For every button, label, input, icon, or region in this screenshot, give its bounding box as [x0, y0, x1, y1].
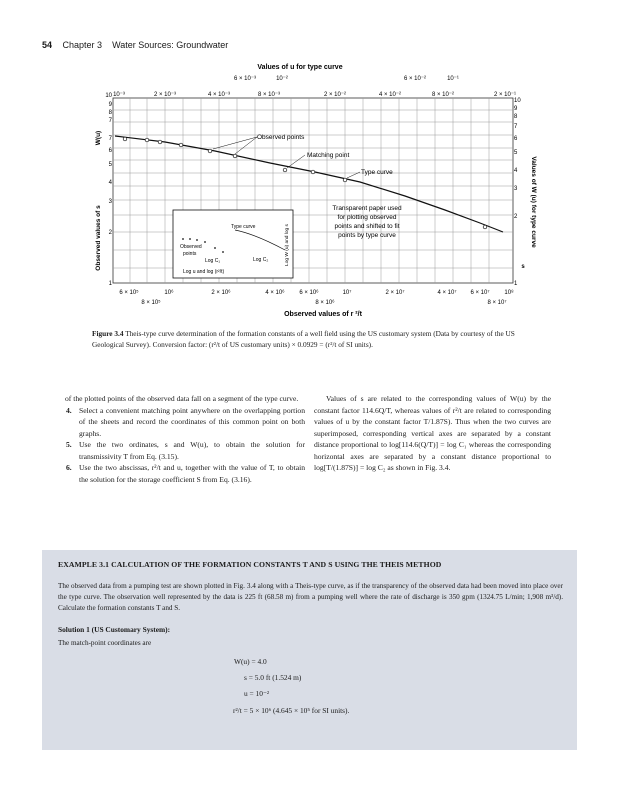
top-label-a-5: 4 × 10⁻²	[378, 92, 402, 98]
theis-figure	[85, 60, 545, 320]
observed-point-4	[179, 143, 183, 147]
observed-point-6	[233, 154, 237, 158]
right-axis-label: Values of W (u) for type curve	[530, 156, 537, 248]
annotation-type-curve: Type curve	[361, 169, 393, 176]
right-tick-4: 6	[514, 136, 518, 142]
left-tick-4: 7	[108, 136, 112, 142]
right-paragraph: Values of s are related to the corresponding values of W(u) by the constant factor 114.6Q/T, whereas values of r²/t are related to corresponding values of u by the constant factor T/1.87S). Thus when the two curves are superimposed, corresponding vertical axes are separated by a constant distance proportional to log[114.6(Q/T)] = log C₁ whereas the corresponding horizontal axes are separated by a constant distance proportional to log[T/(1.87S)] = log C₂ as shown in Fig. 3.4.	[314, 394, 551, 472]
left-ticks	[105, 93, 112, 287]
equation-wu: W(u) = 4.0	[234, 657, 267, 666]
step-text: Use the two abscissas, r²/t and u, together with the value of T, to obtain the solution for the storage coefficient S from Eq. (3.16).	[79, 463, 305, 484]
inset-points-label: points	[183, 251, 197, 257]
top-label-a-6: 8 × 10⁻²	[431, 92, 455, 98]
left-lead-paragraph: of the plotted points of the observed data fall on a segment of the type curve.	[65, 394, 299, 403]
bottom-label-a-9: 10⁸	[504, 290, 514, 296]
left-tick-5: 6	[108, 148, 112, 154]
left-tick-7: 4	[108, 180, 112, 186]
step-text: Use the two ordinates, s and W(u), to obtain the solution for transmissivity T from Eq. (3.15).	[79, 440, 305, 461]
right-tick-8: 2	[514, 214, 518, 220]
equation-u: u = 10⁻²	[244, 689, 270, 698]
observed-point-1	[123, 137, 127, 141]
left-tick-1: 9	[108, 102, 112, 108]
top-label-b-2: 6 × 10⁻²	[403, 76, 427, 82]
bottom-label-a-1: 10⁶	[164, 290, 174, 296]
figure-caption	[92, 328, 532, 350]
right-tick-7: 3	[514, 186, 518, 192]
example-box	[42, 550, 577, 750]
inset-type-curve-label: Type curve	[231, 224, 256, 230]
inset-observed-label: Observed	[180, 244, 202, 250]
chapter-label: Chapter 3	[62, 40, 103, 50]
observed-point-9	[343, 178, 347, 182]
section-label: Water Sources: Groundwater	[112, 40, 229, 50]
annotation-transparent-4: points by type curve	[338, 232, 396, 239]
step-number: 5.	[66, 440, 72, 449]
bottom-label-b-2: 8 × 10⁷	[487, 300, 507, 306]
solution-intro: The match-point coordinates are	[58, 639, 152, 647]
right-column	[314, 393, 551, 474]
top-label-a-1: 2 × 10⁻³	[153, 92, 177, 98]
left-axis-wu-label: W(u)	[95, 130, 102, 146]
left-tick-10: 1	[108, 281, 112, 287]
observed-point-5	[208, 149, 212, 153]
example-title: EXAMPLE 3.1 CALCULATION OF THE FORMATION CONSTANTS T AND S USING THE THEIS METHOD	[58, 560, 442, 569]
top-label-a-7: 2 × 10⁻¹	[493, 92, 517, 98]
annotation-transparent-2: for plotting observed	[337, 214, 397, 221]
left-tick-3: 7	[108, 118, 112, 124]
top-label-a-3: 8 × 10⁻³	[257, 92, 281, 98]
left-tick-6: 5	[108, 162, 112, 168]
bottom-label-a-7: 4 × 10⁷	[437, 290, 457, 296]
inset-logc1-label: Log C₁	[205, 258, 221, 264]
top-tick-labels-a	[113, 92, 516, 98]
top-label-a-4: 2 × 10⁻²	[323, 92, 347, 98]
left-tick-0: 10	[105, 93, 112, 99]
observed-point-7	[283, 168, 287, 172]
inset-diagram	[173, 210, 293, 278]
example-body: The observed data from a pumping test are shown plotted in Fig. 3.4 along with a Theis-type curve, as if the transparency of the observed data had been moved into place over the type curve. The observation well represented by the data is 225 ft (68.58 m) from a pumping well where the rate of discharge is 350 gpm (1324.75 L/min; 1,908 m³/d). Calculate the formation constants T and S.	[58, 582, 563, 612]
equation-r2t: r²/t = 5 × 10⁶ (4.645 × 10⁵ for SI units).	[233, 706, 350, 715]
right-ticks	[514, 98, 521, 287]
step-item-5	[65, 439, 305, 462]
page-number: 54	[42, 40, 53, 50]
top-label-a-0: 10⁻³	[113, 92, 125, 98]
bottom-tick-labels-a	[119, 289, 514, 296]
annotation-observed-points: Observed points	[257, 134, 305, 141]
inset-yaxis-label: Log W (u) and log s	[285, 224, 290, 266]
step-text: Select a convenient matching point anywhere on the overlapping portion of the sheets and record the coordinates of this common point on both graphs.	[79, 405, 305, 438]
bottom-label-a-6: 2 × 10⁷	[385, 290, 405, 296]
right-tick-9: 1	[514, 281, 518, 287]
left-axis-label: Observed values of s	[95, 205, 102, 271]
observed-point-2	[145, 138, 149, 142]
observed-point-8	[311, 170, 315, 174]
caption-label: Figure 3.4	[92, 329, 124, 338]
observed-point-3	[158, 140, 162, 144]
bottom-label-a-0: 6 × 10⁵	[119, 290, 139, 296]
left-tick-9: 2	[108, 230, 112, 236]
right-tick-0: 10	[514, 98, 521, 104]
top-label-b-1: 10⁻²	[276, 76, 288, 82]
top-label-b-3: 10⁻¹	[447, 76, 459, 82]
bottom-label-a-3: 4 × 10⁶	[265, 290, 285, 296]
step-item-4	[65, 405, 305, 440]
left-column	[65, 393, 305, 485]
top-tick-labels-b	[234, 76, 459, 82]
step-number: 4.	[66, 405, 72, 415]
equation-s: s = 5.0 ft (1.524 m)	[244, 673, 302, 682]
inset-xaxis-label: Log u and log (r²/t)	[183, 269, 225, 275]
right-tick-6: 4	[514, 168, 518, 174]
annotation-transparent-3: points and shifted to fit	[334, 223, 400, 230]
bottom-label-a-5: 10⁷	[342, 290, 352, 296]
right-tick-3: 7	[514, 124, 518, 130]
annotation-matching-point: Matching point	[307, 152, 350, 159]
left-tick-8: 3	[108, 199, 112, 205]
bottom-label-b-1: 8 × 10⁶	[315, 300, 335, 306]
bottom-label-a-2: 2 × 10⁶	[211, 290, 231, 296]
bottom-label-b-0: 8 × 10⁵	[141, 300, 161, 306]
bottom-label-a-8: 6 × 10⁷	[470, 290, 490, 296]
top-label-b-0: 6 × 10⁻³	[233, 76, 257, 82]
bottom-label-a-4: 6 × 10⁶	[299, 290, 319, 296]
figure-title-top: Values of u for type curve	[257, 64, 343, 71]
step-list	[65, 405, 305, 486]
step-item-6	[65, 462, 305, 485]
observed-point-10	[483, 225, 487, 229]
right-tick-5: 5	[514, 150, 518, 156]
inset-logc2-label: Log C₂	[253, 257, 269, 263]
solution-title: Solution 1 (US Customary System):	[58, 625, 171, 634]
right-tick-2: 8	[514, 114, 518, 120]
annotation-transparent-1: Transparent paper used	[332, 205, 402, 212]
page-header	[42, 40, 228, 50]
step-number: 6.	[66, 463, 72, 472]
right-tick-1: 9	[514, 106, 518, 112]
caption-text: Theis-type curve determination of the formation constants of a well field using the US customary system (Data by courtesy of the US Geological Survey). Conversion factor: (r²/t of US customary units) × 0.0929 = (r²/t of SI units).	[92, 329, 515, 349]
bottom-tick-labels-b	[141, 299, 506, 306]
top-label-a-2: 4 × 10⁻³	[207, 92, 231, 98]
x-axis-label: Observed values of r ²/t	[284, 311, 362, 318]
right-axis-s-label: s	[521, 264, 525, 270]
left-tick-2: 8	[108, 110, 112, 116]
